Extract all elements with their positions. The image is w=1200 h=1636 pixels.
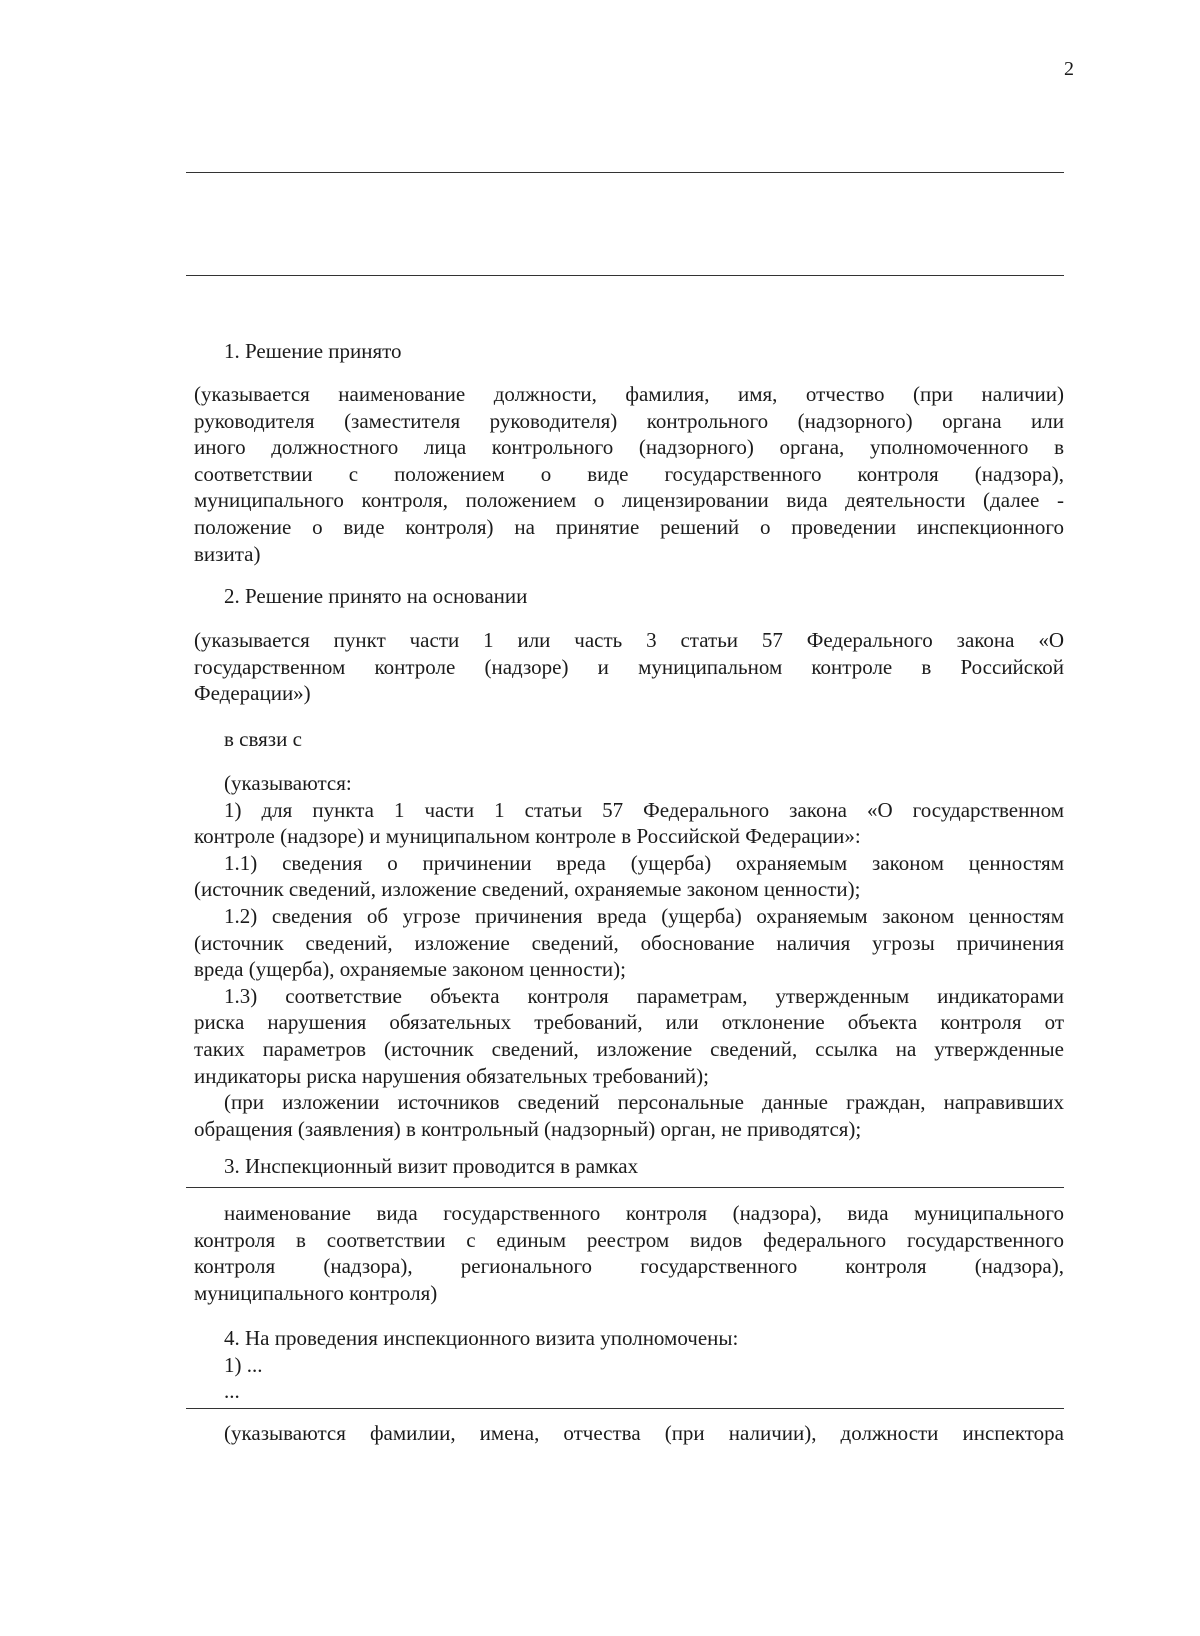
- section1-note-line: муниципального контроля, положением о лицензировании вида деятельности (далее -: [194, 488, 1064, 513]
- list-line: (источник сведений, изложение сведений, обоснование наличия угрозы причинения: [194, 930, 1064, 955]
- section2-note-line: Федерации»): [194, 681, 311, 706]
- section3-note-line: наименование вида государственного контроля (надзора), вида муниципального: [224, 1201, 1064, 1225]
- list-line: таких параметров (источник сведений, изложение сведений, ссылка на утвержденные: [194, 1036, 1064, 1061]
- section3-note-line: муниципального контроля): [194, 1280, 438, 1305]
- list-line: контроле (надзоре) и муниципальном контроле в Российской Федерации»:: [194, 824, 861, 849]
- section3-blank-line: [186, 1187, 1064, 1188]
- blank-line-2: [186, 275, 1064, 276]
- page-number: 2: [1064, 58, 1074, 80]
- section4-heading: 4. На проведения инспекционного визита уполномочены:: [224, 1326, 739, 1350]
- section4-note-line: (указываются фамилии, имена, отчества (при наличии), должности инспектора: [224, 1421, 1064, 1445]
- section2-note-line: государственном контроле (надзоре) и муниципальном контроле в Российской: [194, 654, 1064, 679]
- section1-note-line: соответствии с положением о виде государственного контроля (надзора),: [194, 461, 1064, 486]
- list-line: 1.3) соответствие объекта контроля параметрам, утвержденным индикаторами: [224, 983, 1064, 1008]
- list-line: вреда (ущерба), охраняемые законом ценности);: [194, 957, 626, 982]
- list-line: 1) для пункта 1 части 1 статьи 57 Федерального закона «О государственном: [224, 797, 1064, 822]
- section3-note-line: контроля в соответствии с единым реестром видов федерального государственного: [194, 1227, 1064, 1252]
- section1-note-line: иного должностного лица контрольного (надзорного) органа, уполномоченного в: [194, 435, 1064, 460]
- list-line: 1.2) сведения об угрозе причинения вреда (ущерба) охраняемым законом ценностям: [224, 903, 1064, 928]
- in-connection-label: в связи с: [224, 727, 302, 751]
- list-line: 1.1) сведения о причинении вреда (ущерба) охраняемым законом ценностям: [224, 850, 1064, 875]
- blank-line-1: [186, 172, 1064, 173]
- section3-note: [194, 1200, 1064, 1306]
- section1-note-line: положение о виде контроля) на принятие решений о проведении инспекционного: [194, 514, 1064, 539]
- section4-blank-line: [186, 1408, 1064, 1409]
- list-line: обращения (заявления) в контрольный (надзорный) орган, не приводятся);: [194, 1116, 862, 1141]
- section4-item-1: 1) ...: [224, 1353, 263, 1377]
- list-line: риска нарушения обязательных требований, или отклонение объекта контроля от: [194, 1010, 1064, 1035]
- section2-note: [194, 627, 1064, 707]
- section1-heading: 1. Решение принято: [224, 339, 402, 363]
- section3-note-line: контроля (надзора), регионального государственного контроля (надзора),: [194, 1254, 1064, 1279]
- list-line: (при изложении источников сведений персональные данные граждан, направивших: [224, 1090, 1064, 1115]
- section1-note-line: руководителя (заместителя руководителя) контрольного (надзорного) органа или: [194, 408, 1064, 433]
- section1-note: [194, 381, 1064, 567]
- section1-note-line: (указывается наименование должности, фамилия, имя, отчество (при наличии): [194, 382, 1064, 406]
- section3-heading: 3. Инспекционный визит проводится в рамках: [224, 1154, 639, 1178]
- section1-note-line: визита): [194, 541, 261, 566]
- section4-note: [194, 1420, 1064, 1447]
- list-line: индикаторы риска нарушения обязательных требований);: [194, 1063, 709, 1088]
- section4-ellipsis: ...: [224, 1379, 240, 1403]
- section2-list: [194, 770, 1064, 1142]
- section2-heading: 2. Решение принято на основании: [224, 584, 528, 608]
- section2-note-line: (указывается пункт части 1 или часть 3 статьи 57 Федерального закона «О: [194, 628, 1064, 652]
- list-line: (указываются:: [224, 771, 352, 795]
- list-line: (источник сведений, изложение сведений, охраняемые законом ценности);: [194, 877, 861, 902]
